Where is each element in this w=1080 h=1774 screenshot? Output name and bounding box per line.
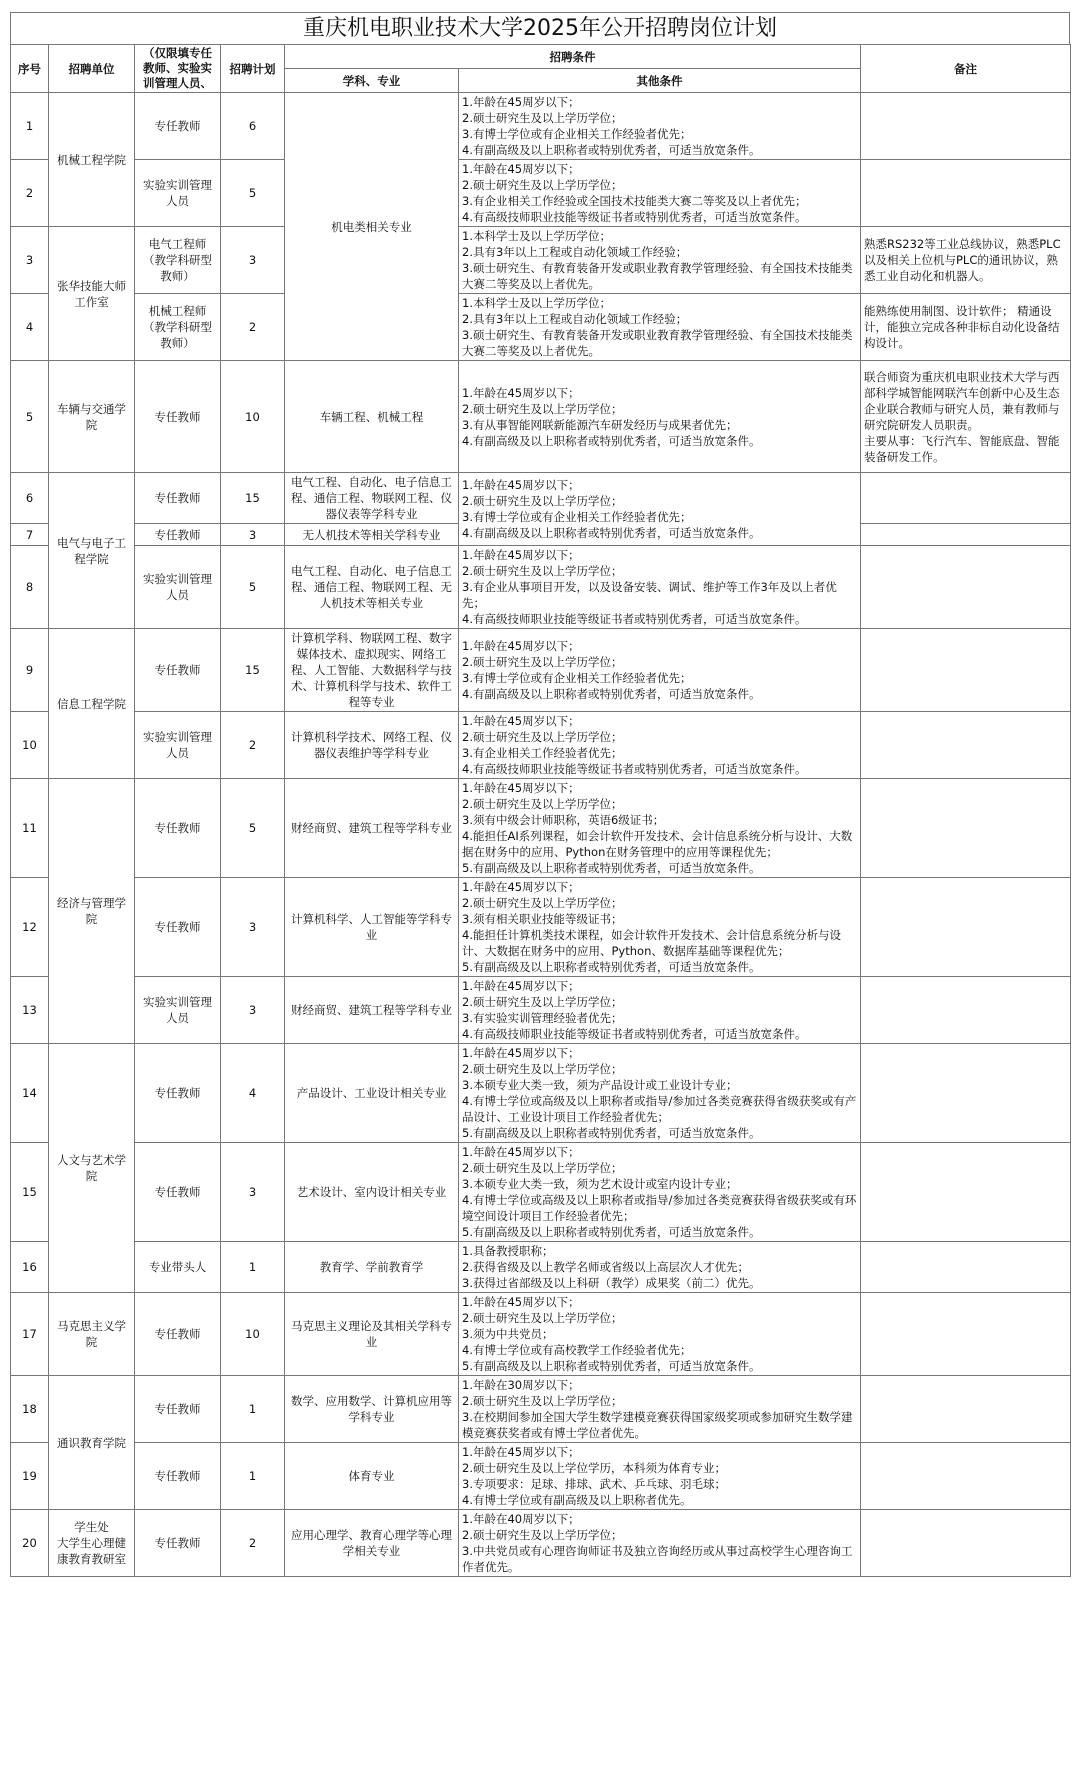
condition-line: 4.有博士学位或有副高级及以上职称者优先。	[462, 1493, 692, 1507]
row-number: 20	[11, 1510, 49, 1577]
table-row	[11, 1242, 1071, 1293]
condition-line: 1.年龄在45周岁以下；	[462, 385, 580, 400]
condition-line: 4.有高级技师职业技能等级证书者或特别优秀者，可适当放宽条件。	[462, 210, 807, 224]
hiring-count: 3	[221, 524, 285, 546]
row-number: 13	[11, 977, 49, 1044]
remarks	[861, 779, 1071, 878]
remarks	[861, 1510, 1071, 1577]
hiring-count: 3	[221, 977, 285, 1044]
row-number: 16	[11, 1242, 49, 1293]
other-conditions	[459, 1510, 861, 1577]
table-row	[11, 1293, 1071, 1376]
row-number: 1	[11, 93, 49, 160]
remarks	[861, 977, 1071, 1044]
condition-line: 1.年龄在45周岁以下；	[462, 162, 580, 176]
major-requirement: 体育专业	[285, 1443, 459, 1510]
other-conditions	[459, 160, 861, 227]
condition-line: 2.硕士研究生及以上学位学历，本科须为体育专业；	[462, 1461, 726, 1475]
recruiting-unit: 信息工程学院	[49, 629, 135, 779]
condition-line: 2.具有3年以上工程或自动化领域工作经验；	[462, 245, 688, 259]
hiring-count: 5	[221, 779, 285, 878]
condition-line: 4.有高级技师职业技能等级证书者或特别优秀者，可适当放宽条件。	[462, 612, 807, 626]
table-row	[11, 779, 1071, 878]
condition-line: 1.年龄在45周岁以下；	[462, 880, 580, 894]
recruiting-unit: 人文与艺术学院	[49, 1044, 135, 1293]
row-number: 7	[11, 524, 49, 546]
row-number: 11	[11, 779, 49, 878]
hiring-count: 4	[221, 1044, 285, 1143]
condition-line: 1.本科学士及以上学历学位；	[462, 296, 611, 310]
condition-line: 4.有高级技师职业技能等级证书者或特别优秀者，可适当放宽条件。	[462, 762, 807, 776]
position-type: 实验实训管理人员	[135, 712, 221, 779]
recruiting-unit: 学生处 大学生心理健康教育教研室	[49, 1510, 135, 1577]
table-row	[11, 227, 1071, 294]
condition-line: 4.有副高级及以上职称者或特别优秀者，可适当放宽条件。	[462, 526, 761, 540]
table-row	[11, 1376, 1071, 1443]
other-conditions	[459, 878, 861, 977]
remarks	[861, 1376, 1071, 1443]
condition-line: 1.年龄在45周岁以下；	[462, 548, 580, 562]
condition-line: 1.年龄在45周岁以下；	[462, 1046, 580, 1060]
position-type: 专任教师	[135, 1044, 221, 1143]
condition-line: 5.有副高级及以上职称者或特别优秀者，可适当放宽条件。	[462, 861, 761, 875]
other-conditions	[459, 294, 861, 361]
condition-line: 1.本科学士及以上学历学位；	[462, 229, 611, 243]
remarks: 联合师资为重庆机电职业技术大学与西部科学城智能网联汽车创新中心及生态企业联合教师与研究人员，兼有教师与研究院研发人员职责。 主要从事：飞行汽车、智能底盘、智能装备研发工作。	[861, 361, 1071, 473]
row-number: 14	[11, 1044, 49, 1143]
major-requirement: 应用心理学、教育心理学等心理学相关专业	[285, 1510, 459, 1577]
recruiting-unit: 车辆与交通学院	[49, 361, 135, 473]
row-number: 4	[11, 294, 49, 361]
major-requirement: 计算机科学、人工智能等学科专业	[285, 878, 459, 977]
row-number: 17	[11, 1293, 49, 1376]
condition-line: 3.须有相关职业技能等级证书；	[462, 912, 623, 926]
condition-line: 2.获得省级及以上教学名师或省级以上高层次人才优先；	[462, 1260, 749, 1274]
condition-line: 4.有博士学位或高级及以上职称者或指导/参加过各类竞赛获得省级获奖或有环境空间设计项目工作经验者优先；	[462, 1193, 857, 1223]
condition-line: 2.硕士研究生及以上学历学位；	[462, 178, 623, 192]
position-type: 专任教师	[135, 1510, 221, 1577]
row-number: 6	[11, 473, 49, 524]
row-number: 5	[11, 361, 49, 473]
header-conditions: 招聘条件	[285, 45, 861, 69]
condition-line: 3.须有中级会计师职称，英语6级证书；	[462, 813, 665, 827]
position-type: 专业带头人	[135, 1242, 221, 1293]
major-requirement: 教育学、学前教育学	[285, 1242, 459, 1293]
condition-line: 2.硕士研究生及以上学历学位；	[462, 730, 623, 744]
remarks: 能熟练使用制图、设计软件； 精通设计，能独立完成各种非标自动化设备结构设计。	[861, 294, 1071, 361]
table-row	[11, 977, 1071, 1044]
remarks	[861, 160, 1071, 227]
table-row	[11, 160, 1071, 227]
row-number: 8	[11, 546, 49, 629]
position-type: 机械工程师（教学科研型教师）	[135, 294, 221, 361]
hiring-count: 6	[221, 93, 285, 160]
condition-line: 3.有企业相关工作经验或全国技术技能类大赛二等奖及以上者优先；	[462, 194, 807, 208]
condition-line: 3.有企业相关工作经验者优先；	[462, 746, 623, 760]
hiring-count: 1	[221, 1443, 285, 1510]
other-conditions	[459, 1376, 861, 1443]
hiring-count: 5	[221, 546, 285, 629]
other-conditions	[459, 1044, 861, 1143]
condition-line: 2.硕士研究生及以上学历学位；	[462, 1062, 623, 1076]
condition-line: 3.硕士研究生、有教育装备开发或职业教育教学管理经验、有全国技术技能类大赛二等奖及以上者优先。	[462, 328, 853, 358]
condition-line: 4.有高级技师职业技能等级证书者或特别优秀者，可适当放宽条件。	[462, 1027, 807, 1041]
condition-line: 2.硕士研究生及以上学历学位；	[462, 494, 623, 508]
table-row	[11, 361, 1071, 473]
position-type: 专任教师	[135, 93, 221, 160]
hiring-count: 3	[221, 878, 285, 977]
remarks	[861, 473, 1071, 524]
row-number: 3	[11, 227, 49, 294]
condition-line: 2.硕士研究生及以上学历学位；	[462, 1161, 623, 1175]
major-requirement: 电气工程、自动化、电子信息工程、通信工程、物联网工程、无人机技术等相关专业	[285, 546, 459, 629]
hiring-count: 5	[221, 160, 285, 227]
condition-line: 1.具备教授职称；	[462, 1244, 554, 1258]
condition-line: 3.专项要求：足球、排球、武术、乒乓球、羽毛球；	[462, 1477, 726, 1491]
condition-line: 1.年龄在45周岁以下；	[462, 1145, 580, 1159]
header-note: 备注	[861, 45, 1071, 93]
condition-line: 4.有副高级及以上职称者或特别优秀者，可适当放宽条件。	[462, 433, 761, 448]
hiring-count: 2	[221, 1510, 285, 1577]
major-requirement: 机电类相关专业	[285, 93, 459, 361]
remarks	[861, 1443, 1071, 1510]
condition-line: 4.能担任AI系列课程，如会计软件开发技术、会计信息系统分析与设计、大数据在财务中的应用、Python在财务管理中的应用等课程优先；	[462, 829, 853, 859]
condition-line: 1.年龄在45周岁以下；	[462, 781, 580, 795]
recruiting-unit: 经济与管理学院	[49, 779, 135, 1044]
remarks	[861, 712, 1071, 779]
table-row	[11, 93, 1071, 160]
table-row	[11, 1044, 1071, 1143]
recruiting-unit: 电气与电子工程学院	[49, 473, 135, 629]
row-number: 15	[11, 1143, 49, 1242]
table-row	[11, 473, 1071, 524]
recruiting-unit: 张华技能大师工作室	[49, 227, 135, 361]
condition-line: 2.硕士研究生及以上学历学位；	[462, 655, 623, 669]
remarks	[861, 524, 1071, 546]
major-requirement: 计算机学科、物联网工程、数字媒体技术、虚拟现实、网络工程、人工智能、大数据科学与技术、计算机科学与技术、软件工程等专业	[285, 629, 459, 712]
table-body	[11, 93, 1071, 1577]
hiring-count: 10	[221, 1293, 285, 1376]
major-requirement: 数学、应用数学、计算机应用等学科专业	[285, 1376, 459, 1443]
condition-line: 4.有副高级及以上职称者或特别优秀者，可适当放宽条件。	[462, 143, 761, 157]
condition-line: 2.硕士研究生及以上学历学位；	[462, 797, 623, 811]
other-conditions	[459, 473, 861, 546]
other-conditions	[459, 1242, 861, 1293]
hiring-count: 15	[221, 473, 285, 524]
row-number: 9	[11, 629, 49, 712]
condition-line: 3.本硕专业大类一致，须为艺术设计或室内设计专业；	[462, 1177, 738, 1191]
other-conditions	[459, 977, 861, 1044]
hiring-count: 1	[221, 1376, 285, 1443]
hiring-count: 2	[221, 712, 285, 779]
table-row	[11, 1443, 1071, 1510]
other-conditions	[459, 712, 861, 779]
header-plan: 招聘计划	[221, 45, 285, 93]
hiring-count: 3	[221, 227, 285, 294]
major-requirement: 电气工程、自动化、电子信息工程、通信工程、物联网工程、仪器仪表等学科专业	[285, 473, 459, 524]
condition-line: 1.年龄在45周岁以下；	[462, 639, 580, 653]
other-conditions	[459, 1143, 861, 1242]
row-number: 19	[11, 1443, 49, 1510]
position-type: 专任教师	[135, 1376, 221, 1443]
remarks	[861, 93, 1071, 160]
table-row	[11, 878, 1071, 977]
other-conditions	[459, 93, 861, 160]
remarks	[861, 629, 1071, 712]
header-other: 其他条件	[459, 69, 861, 93]
remarks	[861, 1143, 1071, 1242]
remarks	[861, 1044, 1071, 1143]
condition-line: 1.年龄在45周岁以下；	[462, 478, 580, 492]
row-number: 2	[11, 160, 49, 227]
condition-line: 1.年龄在30周岁以下；	[462, 1378, 580, 1392]
condition-line: 2.硕士研究生及以上学历学位；	[462, 1311, 623, 1325]
condition-line: 1.年龄在45周岁以下；	[462, 95, 580, 109]
recruitment-table	[10, 44, 1071, 1577]
row-number: 12	[11, 878, 49, 977]
condition-line: 4.有博士学位或有高校教学工作经验者优先；	[462, 1343, 692, 1357]
major-requirement: 计算机科学技术、网络工程、仪器仪表维护等学科专业	[285, 712, 459, 779]
position-type: 电气工程师（教学科研型教师）	[135, 227, 221, 294]
position-type: 专任教师	[135, 878, 221, 977]
condition-line: 1.年龄在45周岁以下；	[462, 1445, 580, 1459]
header-seq: 序号	[11, 45, 49, 93]
other-conditions	[459, 546, 861, 629]
condition-line: 4.有副高级及以上职称者或特别优秀者，可适当放宽条件。	[462, 687, 761, 701]
condition-line: 3.中共党员或有心理咨询师证书及独立咨询经历或从事过高校学生心理咨询工作者优先。	[462, 1544, 853, 1574]
condition-line: 5.有副高级及以上职称者或特别优秀者，可适当放宽条件。	[462, 1359, 761, 1373]
condition-line: 2.具有3年以上工程或自动化领域工作经验；	[462, 312, 688, 326]
position-type: 专任教师	[135, 524, 221, 546]
major-requirement: 无人机技术等相关学科专业	[285, 524, 459, 546]
condition-line: 3.有企业从事项目开发，以及设备安装、调试、维护等工作3年及以上者优先；	[462, 580, 837, 610]
condition-line: 3.有博士学位或有企业相关工作经验者优先；	[462, 127, 692, 141]
condition-line: 3.有博士学位或有企业相关工作经验者优先；	[462, 671, 692, 685]
header-major: 学科、专业	[285, 69, 459, 93]
condition-line: 4.有博士学位或高级及以上职称者或指导/参加过各类竞赛获得省级获奖或有产品设计、工业设计项目工作经验者优先；	[462, 1094, 857, 1124]
recruiting-unit: 机械工程学院	[49, 93, 135, 227]
condition-line: 3.硕士研究生、有教育装备开发或职业教育教学管理经验、有全国技术技能类大赛二等奖及以上者优先。	[462, 261, 853, 291]
recruitment-sheet	[10, 12, 1070, 1577]
condition-line: 4.能担任计算机类技术课程，如会计软件开发技术、会计信息系统分析与设计、大数据在财务中的应用、Python、数据库基础等课程优先；	[462, 928, 841, 958]
condition-line: 1.年龄在45周岁以下；	[462, 714, 580, 728]
remarks	[861, 1293, 1071, 1376]
table-row	[11, 712, 1071, 779]
condition-line: 2.硕士研究生及以上学历学位；	[462, 401, 623, 416]
position-type: 专任教师	[135, 473, 221, 524]
position-type: 专任教师	[135, 1443, 221, 1510]
remarks	[861, 878, 1071, 977]
remarks	[861, 546, 1071, 629]
condition-line: 5.有副高级及以上职称者或特别优秀者，可适当放宽条件。	[462, 960, 761, 974]
condition-line: 5.有副高级及以上职称者或特别优秀者，可适当放宽条件。	[462, 1225, 761, 1239]
table-row	[11, 546, 1071, 629]
page-title: 重庆机电职业技术大学2025年公开招聘岗位计划	[10, 12, 1070, 44]
major-requirement: 马克思主义理论及其相关学科专业	[285, 1293, 459, 1376]
table-row	[11, 1510, 1071, 1577]
condition-line: 3.获得过省部级及以上科研（教学）成果奖（前二）优先。	[462, 1276, 761, 1290]
other-conditions	[459, 361, 861, 473]
position-type: 专任教师	[135, 1143, 221, 1242]
row-number: 10	[11, 712, 49, 779]
header-position: （仅限填专任教师、实验实训管理人员、	[135, 45, 221, 93]
remarks	[861, 1242, 1071, 1293]
major-requirement: 产品设计、工业设计相关专业	[285, 1044, 459, 1143]
condition-line: 2.硕士研究生及以上学历学位；	[462, 896, 623, 910]
other-conditions	[459, 1443, 861, 1510]
header-unit: 招聘单位	[49, 45, 135, 93]
hiring-count: 15	[221, 629, 285, 712]
position-type: 专任教师	[135, 629, 221, 712]
hiring-count: 1	[221, 1242, 285, 1293]
recruiting-unit: 马克思主义学院	[49, 1293, 135, 1376]
table-row	[11, 294, 1071, 361]
condition-line: 1.年龄在40周岁以下；	[462, 1512, 580, 1526]
major-requirement: 财经商贸、建筑工程等学科专业	[285, 779, 459, 878]
condition-line: 2.硕士研究生及以上学历学位；	[462, 1394, 623, 1408]
condition-line: 2.硕士研究生及以上学历学位；	[462, 1528, 623, 1542]
other-conditions	[459, 629, 861, 712]
condition-line: 3.本硕专业大类一致，须为产品设计或工业设计专业；	[462, 1078, 738, 1092]
condition-line: 2.硕士研究生及以上学历学位；	[462, 564, 623, 578]
condition-line: 1.年龄在45周岁以下；	[462, 979, 580, 993]
major-requirement: 艺术设计、室内设计相关专业	[285, 1143, 459, 1242]
major-requirement: 财经商贸、建筑工程等学科专业	[285, 977, 459, 1044]
other-conditions	[459, 779, 861, 878]
hiring-count: 2	[221, 294, 285, 361]
table-row	[11, 629, 1071, 712]
remarks: 熟悉RS232等工业总线协议，熟悉PLC以及相关上位机与PLC的通讯协议，熟悉工业自动化和机器人。	[861, 227, 1071, 294]
recruiting-unit: 通识教育学院	[49, 1376, 135, 1510]
position-type: 实验实训管理人员	[135, 160, 221, 227]
table-row	[11, 1143, 1071, 1242]
hiring-count: 10	[221, 361, 285, 473]
condition-line: 2.硕士研究生及以上学历学位；	[462, 111, 623, 125]
condition-line: 5.有副高级及以上职称者或特别优秀者，可适当放宽条件。	[462, 1126, 761, 1140]
condition-line: 3.有实验实训管理经验者优先；	[462, 1011, 623, 1025]
condition-line: 1.年龄在45周岁以下；	[462, 1295, 580, 1309]
position-type: 实验实训管理人员	[135, 977, 221, 1044]
condition-line: 3.须为中共党员；	[462, 1327, 554, 1341]
condition-line: 3.在校期间参加全国大学生数学建模竞赛获得国家级奖项或参加研究生数学建模竞赛获奖者或有博士学位者优先。	[462, 1410, 853, 1440]
other-conditions	[459, 227, 861, 294]
position-type: 实验实训管理人员	[135, 546, 221, 629]
hiring-count: 3	[221, 1143, 285, 1242]
position-type: 专任教师	[135, 779, 221, 878]
position-type: 专任教师	[135, 361, 221, 473]
major-requirement: 车辆工程、机械工程	[285, 361, 459, 473]
condition-line: 3.有从事智能网联新能源汽车研发经历与成果者优先；	[462, 417, 738, 432]
row-number: 18	[11, 1376, 49, 1443]
other-conditions	[459, 1293, 861, 1376]
position-type: 专任教师	[135, 1293, 221, 1376]
condition-line: 3.有博士学位或有企业相关工作经验者优先；	[462, 510, 692, 524]
condition-line: 2.硕士研究生及以上学历学位；	[462, 995, 623, 1009]
